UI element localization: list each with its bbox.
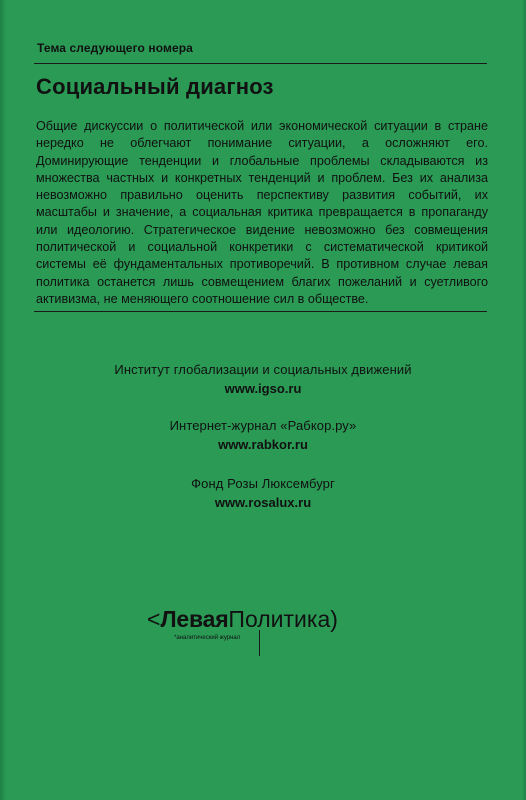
- logo-regular-part: Политика: [228, 606, 331, 632]
- article-body: Общие дискуссии о политической или экономической ситуации в стране нередко не облегчают понимание ситуации, а осложняют его. Доминирующие тенденции и глобальные проблемы складываются из множества частных и конкретных тенденций и проблем. Без их анализа невозможно правильно оценить перспективу развития событий, их масштабы и значение, а социальная критика превращается в пропаганду или идеологию. Стратегическое видение невозможно без совмещения политической и социальной конкретики с систематической критикой системы её фундаментальных противоречий. В противном случае левая политика останется лишь совмещением благих пожеланий и суетливого активизма, не меняющего соотношение сил в обществе.: [36, 119, 488, 306]
- logo-wordmark: [147, 604, 338, 634]
- partner-name: Институт глобализации и социальных движений: [114, 362, 412, 377]
- logo-bracket-open: <: [147, 606, 161, 632]
- partner-rabkor: [0, 416, 526, 454]
- partner-name: Фонд Розы Люксембург: [191, 476, 335, 491]
- logo-subtitle: *аналитический журнал: [174, 635, 241, 641]
- next-issue-topic-label: Тема следующего номера: [37, 41, 193, 55]
- partner-rosalux: [0, 474, 526, 512]
- page-edge-right: [522, 0, 526, 800]
- partner-url[interactable]: www.rabkor.ru: [218, 437, 308, 452]
- logo-bracket-close: ): [330, 606, 338, 632]
- partner-igso: [0, 360, 526, 398]
- page-edge-left: [0, 0, 6, 800]
- levaya-politika-logo: [147, 604, 387, 660]
- logo-bold-part: Левая: [160, 606, 229, 632]
- bottom-divider: [34, 311, 487, 312]
- partner-name: Интернет-журнал «Рабкор.ру»: [169, 418, 357, 433]
- partner-url[interactable]: www.rosalux.ru: [214, 495, 312, 510]
- top-divider: [34, 63, 487, 64]
- partner-url[interactable]: www.igso.ru: [224, 381, 302, 396]
- logo-divider: [259, 630, 260, 656]
- article-title: Социальный диагноз: [36, 74, 274, 99]
